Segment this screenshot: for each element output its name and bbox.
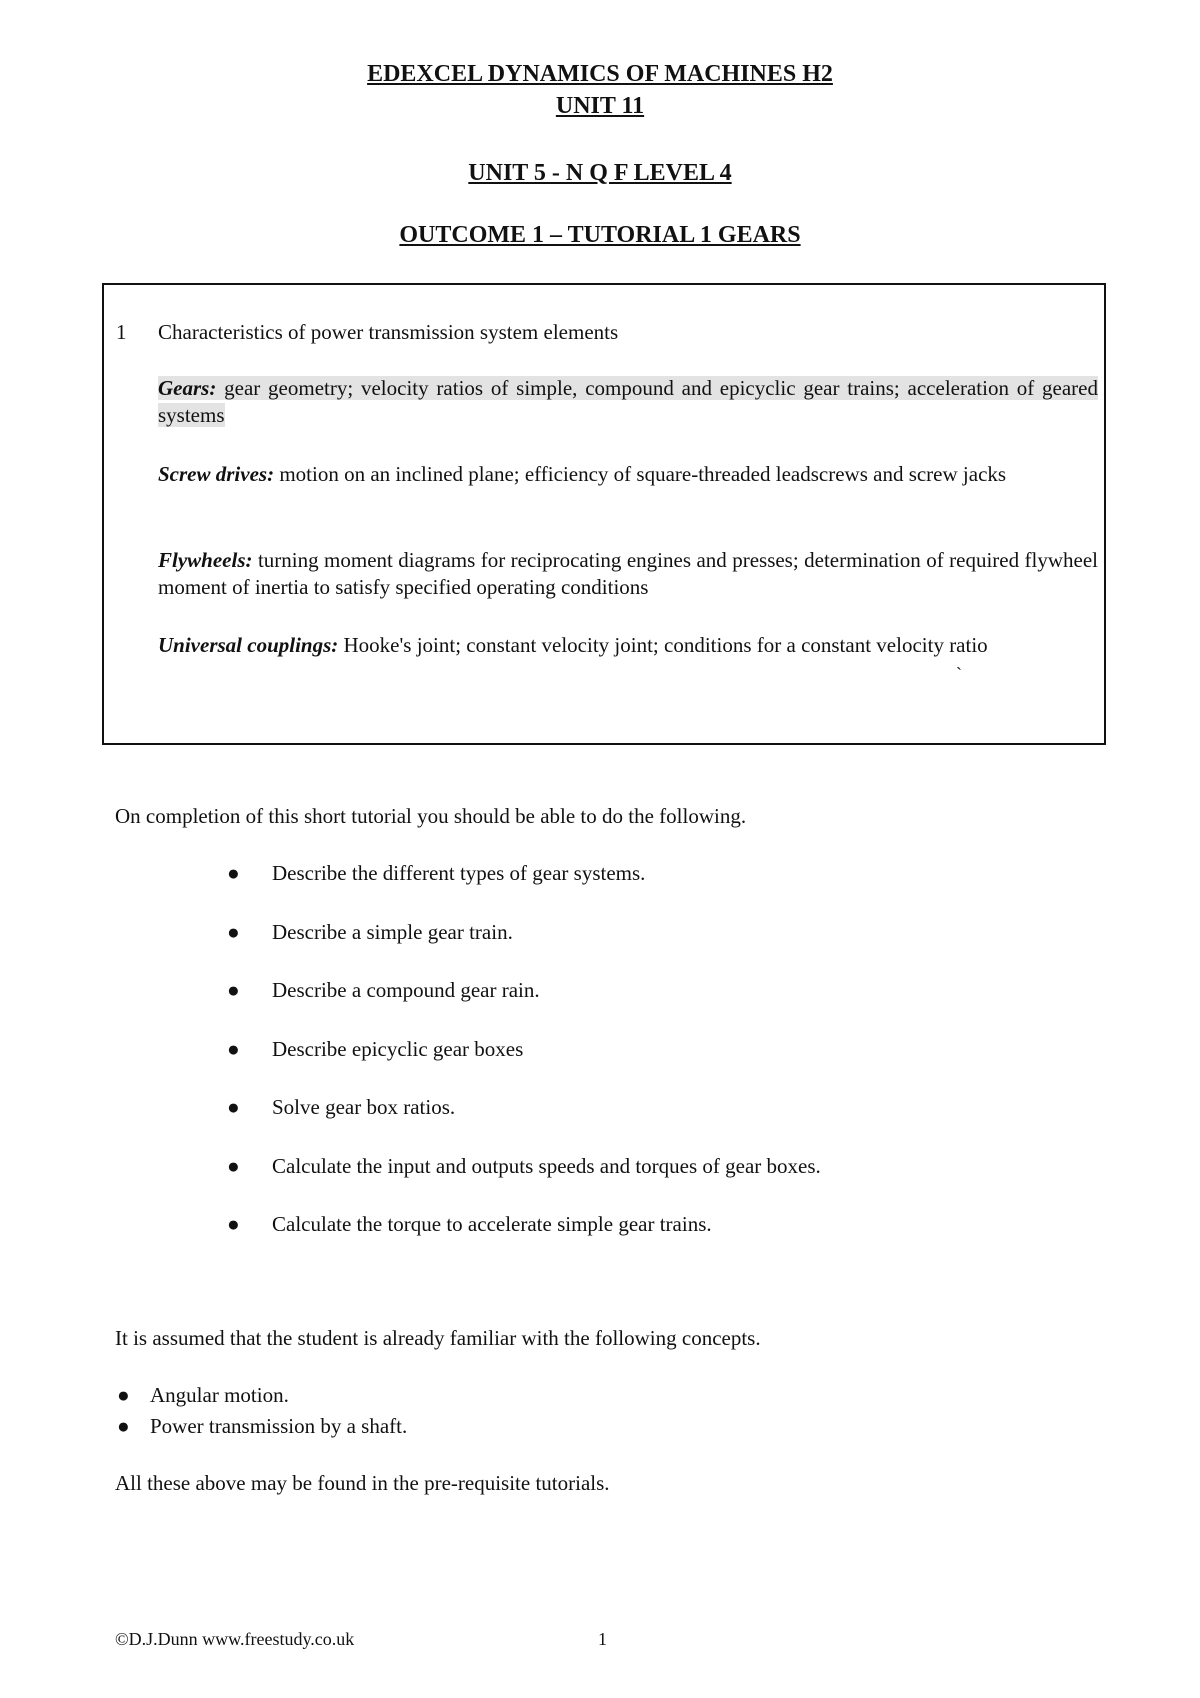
closing-text: All these above may be found in the pre-requisite tutorials. bbox=[115, 1471, 610, 1495]
bullet-icon: ● bbox=[117, 1414, 130, 1438]
flywheels-section bbox=[158, 547, 1098, 602]
objective-text: Describe a compound gear rain. bbox=[272, 978, 540, 1002]
bullet-icon: ● bbox=[227, 1036, 240, 1061]
gears-text: gear geometry; velocity ratios of simple, compound and epicyclic gear trains; acceleration of geared systems bbox=[158, 376, 1098, 428]
flywheels-term: Flywheels: bbox=[158, 548, 253, 572]
list-item bbox=[0, 1413, 1200, 1444]
gears-highlight bbox=[158, 376, 1098, 427]
document-headings bbox=[0, 58, 1200, 252]
list-item bbox=[0, 919, 1200, 978]
bullet-icon: ● bbox=[227, 1095, 240, 1119]
bullet-icon: ● bbox=[117, 1383, 130, 1407]
outcome-number: 1 bbox=[116, 320, 127, 344]
objective-text: Calculate the torque to accelerate simple gear trains. bbox=[272, 1212, 712, 1236]
universal-couplings-term: Universal couplings: bbox=[158, 633, 339, 657]
unit-5-heading: UNIT 5 - N Q F LEVEL 4 bbox=[468, 159, 732, 186]
gears-term: Gears: bbox=[158, 376, 217, 400]
bullet-icon: ● bbox=[227, 978, 240, 1002]
outcome-heading: OUTCOME 1 – TUTORIAL 1 GEARS bbox=[399, 222, 801, 249]
prerequisite-text: Power transmission by a shaft. bbox=[150, 1414, 408, 1438]
gears-section bbox=[158, 375, 1098, 430]
document-title: EDEXCEL DYNAMICS OF MACHINES H2 bbox=[367, 61, 833, 87]
bullet-icon: ● bbox=[227, 861, 240, 885]
universal-couplings-text: Hooke's joint; constant velocity joint; conditions for a constant velocity ratio bbox=[338, 633, 988, 657]
prerequisite-text: Angular motion. bbox=[150, 1383, 289, 1407]
list-item bbox=[0, 1211, 1200, 1270]
assumed-text: It is assumed that the student is already familiar with the following concepts. bbox=[115, 1326, 761, 1350]
footer-copyright: ©D.J.Dunn www.freestudy.co.uk bbox=[115, 1629, 355, 1649]
flywheels-text: turning moment diagrams for reciprocating engines and presses; determination of required flywheel moment of inertia to satisfy specified operating conditions bbox=[158, 548, 1098, 600]
list-item bbox=[0, 1094, 1200, 1153]
stray-mark: ` bbox=[956, 664, 962, 684]
list-item bbox=[0, 977, 1200, 1036]
screw-drives-section bbox=[158, 461, 1098, 488]
objective-text: Describe a simple gear train. bbox=[272, 919, 513, 944]
objective-text: Solve gear box ratios. bbox=[272, 1095, 456, 1119]
screw-drives-term: Screw drives: bbox=[158, 462, 275, 486]
list-item bbox=[0, 860, 1200, 919]
objective-text: Describe the different types of gear systems. bbox=[272, 861, 646, 885]
objective-text: Describe epicyclic gear boxes bbox=[272, 1036, 524, 1061]
screw-drives-text: motion on an inclined plane; efficiency of square-threaded leadscrews and screw jacks bbox=[274, 462, 1007, 486]
bullet-icon: ● bbox=[227, 1153, 240, 1178]
list-item bbox=[0, 1036, 1200, 1095]
intro-text: On completion of this short tutorial you should be able to do the following. bbox=[115, 804, 747, 828]
universal-couplings-section bbox=[158, 632, 1098, 659]
list-item bbox=[0, 1382, 1200, 1413]
prerequisites-list bbox=[0, 1382, 1200, 1444]
list-item bbox=[0, 1153, 1200, 1212]
outcome-title: Characteristics of power transmission system elements bbox=[158, 320, 619, 344]
page-number: 1 bbox=[598, 1629, 607, 1649]
objective-text: Calculate the input and outputs speeds and torques of gear boxes. bbox=[272, 1153, 821, 1178]
bullet-icon: ● bbox=[227, 1212, 240, 1236]
bullet-icon: ● bbox=[227, 919, 240, 944]
outcome-box bbox=[102, 283, 1106, 745]
objectives-list bbox=[0, 860, 1200, 1270]
unit-11-heading: UNIT 11 bbox=[555, 93, 645, 120]
